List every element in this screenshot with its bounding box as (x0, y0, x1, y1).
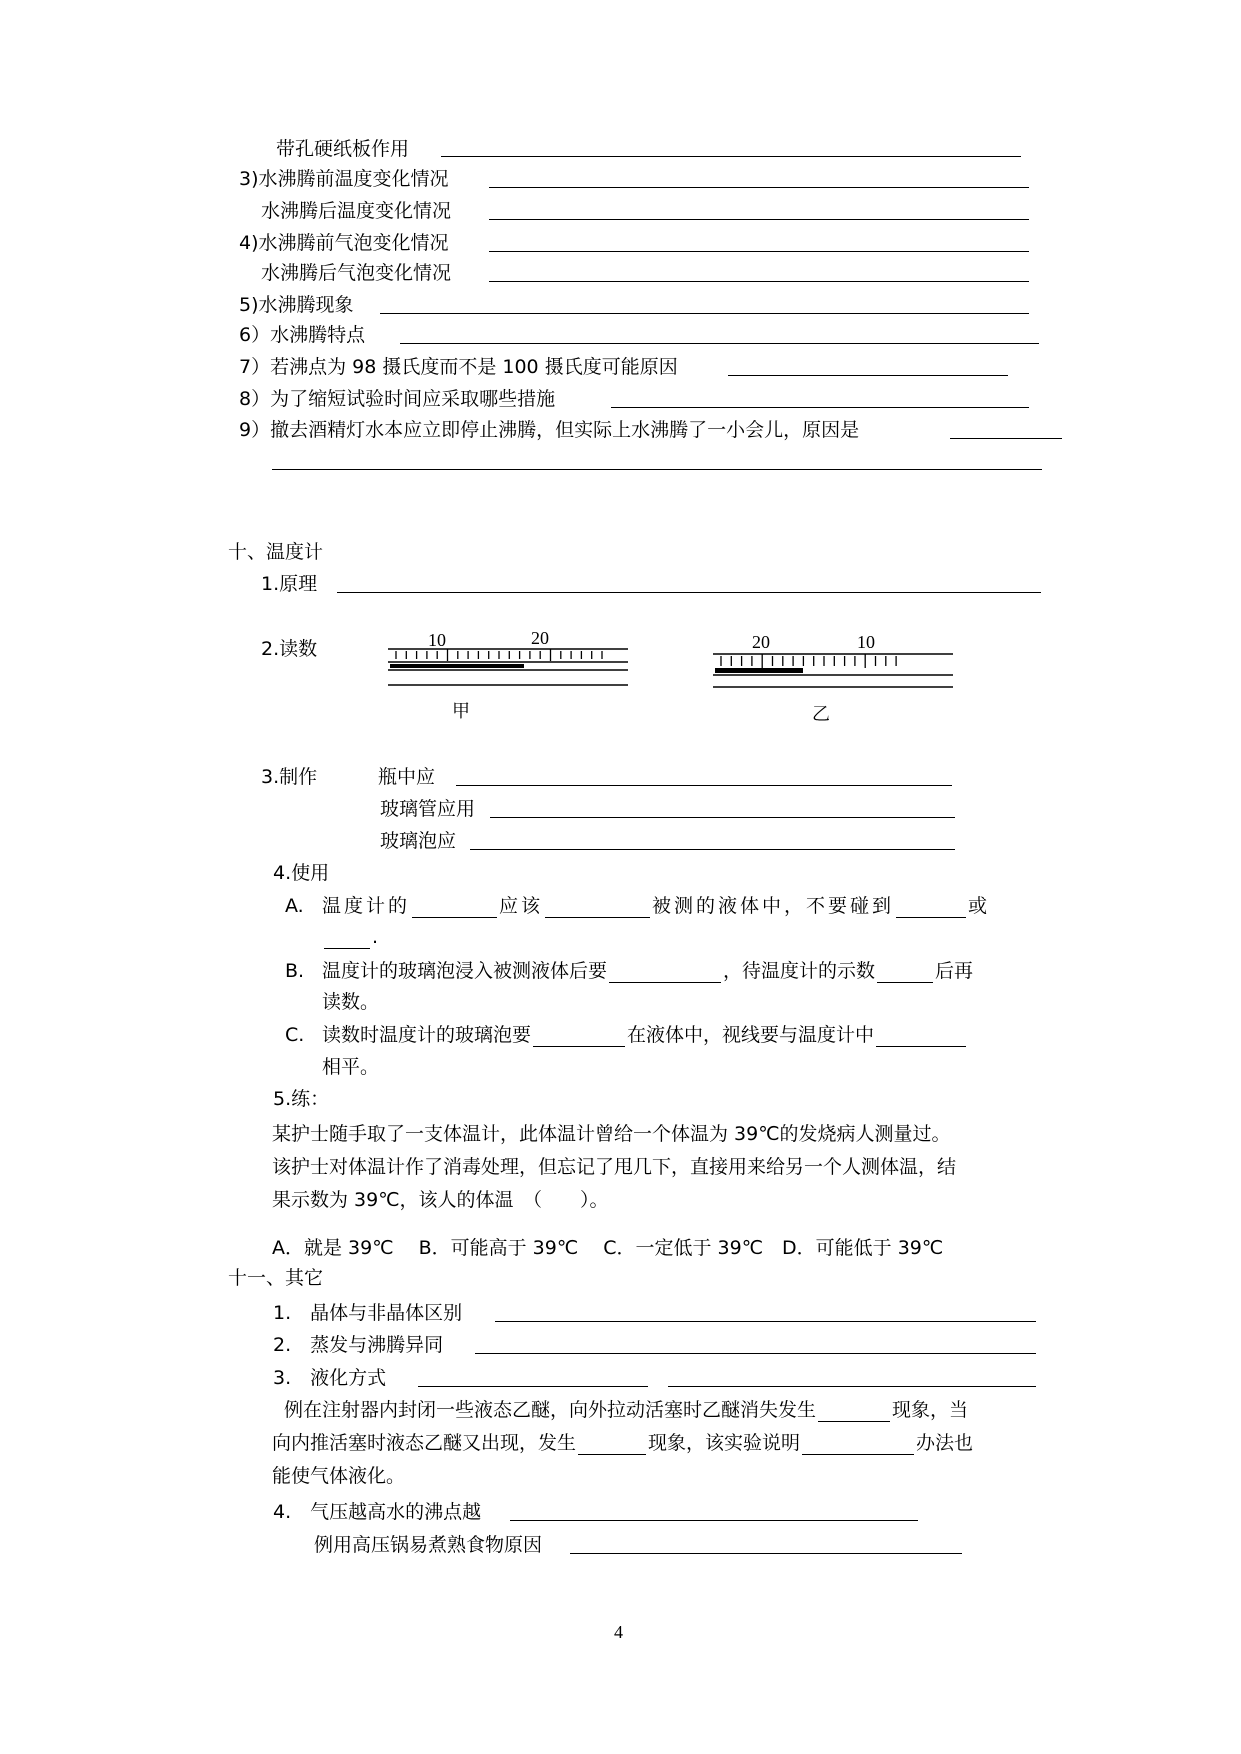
practice-text-3: 果示数为 39℃，该人的体温 （ ）。 (272, 1189, 609, 1211)
practice-text-2: 该护士对体温计作了消毒处理，但忘记了甩几下，直接用来给另一个人测体温，结 (272, 1156, 957, 1178)
boiling-line-7: 6）水沸腾特点 (239, 324, 366, 346)
caption-yi: 乙 (812, 704, 830, 724)
answer-blank[interactable] (876, 1028, 966, 1047)
thermometer-jia-scale (388, 645, 628, 690)
thermometer-reading: 2.读数 (261, 638, 318, 660)
section-heading-other: 十一、其它 (228, 1267, 324, 1289)
boiling-line-5: 水沸腾后气泡变化情况 (261, 262, 452, 284)
thermometer-practice: 5.练： (273, 1088, 330, 1110)
other-item-4: 4. 气压越高水的沸点越 (273, 1501, 482, 1523)
answer-blank[interactable] (950, 438, 1062, 439)
jia-tick-label-10: 10 (428, 630, 446, 650)
answer-blank[interactable] (545, 899, 650, 918)
answer-blank[interactable] (380, 313, 1029, 314)
other-item-3: 3. 液化方式 (273, 1367, 387, 1389)
answer-blank[interactable] (489, 281, 1029, 282)
yi-tick-label-20: 20 (752, 632, 770, 652)
answer-blank[interactable] (578, 1436, 646, 1455)
other-item-4-example: 例用高压锅易煮熟食物原因 (314, 1534, 543, 1556)
boiling-line-3: 水沸腾后温度变化情况 (261, 200, 452, 222)
usage-c-label: C. (285, 1024, 305, 1046)
thermometer-making: 3.制作 (261, 766, 318, 788)
making-item-2: 玻璃管应用 (380, 798, 476, 820)
practice-text-1: 某护士随手取了一支体温计，此体温计曾给一个体温为 39℃的发烧病人测量过。 (272, 1123, 951, 1145)
answer-blank[interactable] (470, 849, 955, 850)
answer-blank[interactable] (324, 930, 370, 949)
answer-blank[interactable] (400, 343, 1039, 344)
making-item-1: 瓶中应 (378, 766, 436, 788)
caption-jia: 甲 (452, 701, 470, 721)
answer-blank[interactable] (337, 592, 1041, 593)
thermometer-principle: 1.原理 (261, 573, 318, 595)
answer-blank[interactable] (896, 899, 966, 918)
yi-tick-label-10: 10 (857, 632, 875, 652)
boiling-line-10: 9）撤去酒精灯水本应立即停止沸腾，但实际上水沸腾了一小会儿，原因是 (239, 419, 860, 441)
boiling-line-4: 4)水沸腾前气泡变化情况 (239, 232, 449, 254)
boiling-line-1: 带孔硬纸板作用 (276, 138, 410, 160)
boiling-line-9: 8）为了缩短试验时间应采取哪些措施 (239, 388, 556, 410)
answer-blank[interactable] (570, 1553, 962, 1554)
answer-blank[interactable] (611, 407, 1029, 408)
other-example-line-2: 向内推活塞时液态乙醚又出现，发生 现象，该实验说明 办法也 (272, 1432, 974, 1454)
usage-a-line: 温度计的 应该 被测的液体中，不要碰到 或 (322, 895, 991, 917)
boiling-line-8: 7）若沸点为 98 摄氏度而不是 100 摄氏度可能原因 (239, 356, 678, 378)
practice-options: A．就是 39℃ B．可能高于 39℃ C．一定低于 39℃ D．可能低于 39℃ (272, 1237, 944, 1259)
answer-blank[interactable] (802, 1436, 914, 1455)
usage-a-line-2: . (322, 925, 378, 949)
answer-blank[interactable] (495, 1321, 1036, 1322)
answer-blank[interactable] (533, 1028, 625, 1047)
jia-tick-label-20: 20 (531, 628, 549, 648)
answer-blank[interactable] (489, 219, 1029, 220)
page-number: 4 (614, 1622, 623, 1642)
answer-blank[interactable] (475, 1353, 1036, 1354)
answer-blank[interactable] (272, 469, 1042, 470)
answer-blank[interactable] (418, 1386, 648, 1387)
answer-blank[interactable] (489, 251, 1029, 252)
answer-blank[interactable] (510, 1520, 918, 1521)
usage-c-line-2: 相平。 (322, 1056, 380, 1078)
thermometer-usage: 4.使用 (273, 862, 330, 884)
other-example-line-3: 能使气体液化。 (272, 1465, 406, 1487)
other-item-1: 1. 晶体与非晶体区别 (273, 1302, 463, 1324)
usage-b-line-2: 读数。 (322, 991, 380, 1013)
answer-blank[interactable] (609, 964, 721, 983)
section-heading-thermometer: 十、温度计 (228, 541, 324, 563)
answer-blank[interactable] (412, 899, 497, 918)
answer-blank[interactable] (490, 817, 955, 818)
usage-b-line: 温度计的玻璃泡浸入被测液体后要 ，待温度计的示数 后再 (322, 960, 974, 982)
other-item-2: 2. 蒸发与沸腾异同 (273, 1334, 444, 1356)
answer-blank[interactable] (441, 156, 1021, 157)
answer-blank[interactable] (668, 1386, 1036, 1387)
answer-blank[interactable] (489, 187, 1029, 188)
boiling-line-2: 3)水沸腾前温度变化情况 (239, 168, 449, 190)
usage-c-line: 读数时温度计的玻璃泡要 在液体中，视线要与温度计中 (322, 1023, 968, 1047)
usage-b-label: B. (285, 960, 305, 982)
answer-blank[interactable] (877, 964, 933, 983)
making-item-3: 玻璃泡应 (380, 830, 457, 852)
answer-blank[interactable] (728, 375, 1008, 376)
usage-a-label: A. (285, 895, 304, 917)
boiling-line-6: 5)水沸腾现象 (239, 294, 354, 316)
other-example-line-1: 例在注射器内封闭一些液态乙醚，向外拉动活塞时乙醚消失发生 现象，当 (284, 1399, 969, 1421)
thermometer-yi-scale (713, 650, 953, 695)
answer-blank[interactable] (456, 785, 952, 786)
answer-blank[interactable] (818, 1403, 890, 1422)
